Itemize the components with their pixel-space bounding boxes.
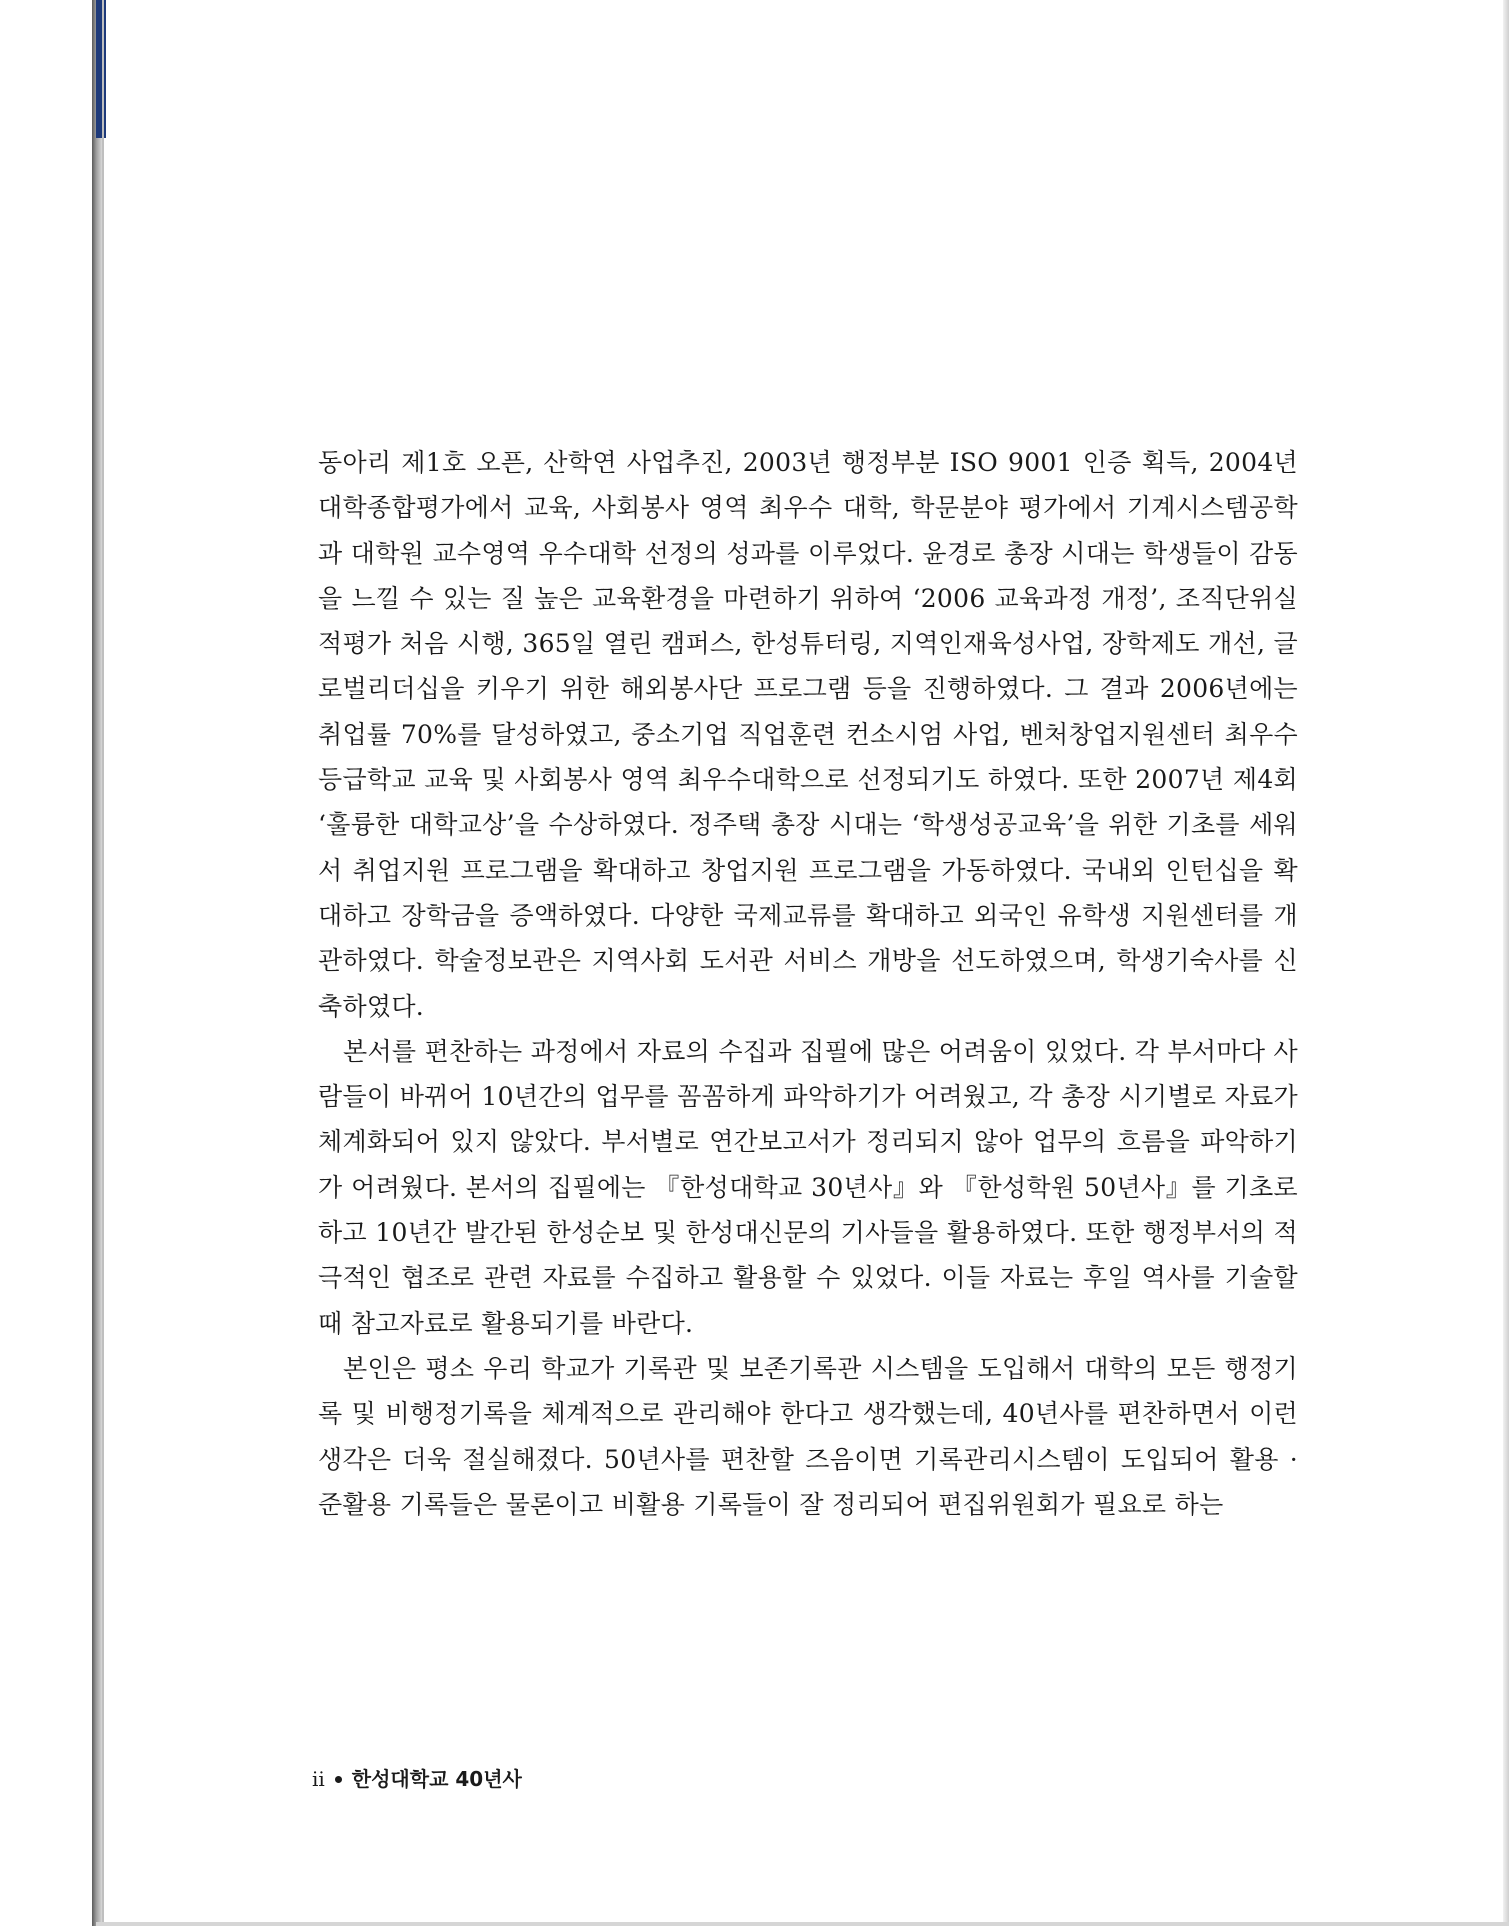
binding-line (102, 0, 104, 1926)
paragraph-3: 본인은 평소 우리 학교가 기록관 및 보존기록관 시스템을 도입해서 대학의 모든 행정기록 및 비행정기록을 체계적으로 관리해야 한다고 생각했는데, 40년사를 편찬하면서 이런 생각은 더욱 절실해졌다. 50년사를 편찬할 즈음이면 기록관리시스템이 도입되어 활용 · 준활용 기록들은 물론이고 비활용 기록들이 잘 정리되어 편집위원회가 필요로 하는 (318, 1353, 1298, 1519)
bullet-separator-icon (335, 1776, 342, 1783)
running-title: 한성대학교 40년사 (351, 1767, 522, 1791)
page-bottom-edge (96, 1922, 1509, 1926)
paragraph-2: 본서를 편찬하는 과정에서 자료의 수집과 집필에 많은 어려움이 있었다. 각 부서마다 사람들이 바뀌어 10년간의 업무를 꼼꼼하게 파악하기가 어려웠고, 각 총장 시기별로 자료가 체계화되어 있지 않았다. 부서별로 연간보고서가 정리되지 않아 업무의 흐름을 파악하기가 어려웠다. 본서의 집필에는 『한성대학교 30년사』와 『한성학원 50년사』를 기초로 하고 10년간 발간된 한성순보 및 한성대신문의 기사들을 활용하였다. 또한 행정부서의 적극적인 협조로 관련 자료를 수집하고 활용할 수 있었다. 이들 자료는 후일 역사를 기술할 때 참고자료로 활용되기를 바란다. (318, 1036, 1298, 1338)
page-number: ii (312, 1767, 325, 1791)
page-footer (312, 1763, 522, 1792)
paragraph-1: 동아리 제1호 오픈, 산학연 사업추진, 2003년 행정부분 ISO 9001 인증 획득, 2004년 대학종합평가에서 교육, 사회봉사 영역 최우수 대학, 학문분야 평가에서 기계시스템공학과 대학원 교수영역 우수대학 선정의 성과를 이루었다. 윤경로 총장 시대는 학생들이 감동을 느낄 수 있는 질 높은 교육환경을 마련하기 위하여 ‘2006 교육과정 개정’, 조직단위실적평가 처음 시행, 365일 열린 캠퍼스, 한성튜터링, 지역인재육성사업, 장학제도 개선, 글로벌리더십을 키우기 위한 해외봉사단 프로그램 등을 진행하였다. 그 결과 2006년에는 취업률 70%를 달성하였고, 중소기업 직업훈련 컨소시엄 사업, 벤처창업지원센터 최우수 등급학교 교육 및 사회봉사 영역 최우수대학으로 선정되기도 하였다. 또한 2007년 제4회 ‘훌륭한 대학교상’을 수상하였다. 정주택 총장 시대는 ‘학생성공교육’을 위한 기초를 세워서 취업지원 프로그램을 확대하고 창업지원 프로그램을 가동하였다. 국내외 인턴십을 확대하고 장학금을 증액하였다. 다양한 국제교류를 확대하고 외국인 유학생 지원센터를 개관하였다. 학술정보관은 지역사회 도서관 서비스 개방을 선도하였으며, 학생기숙사를 신축하였다. (318, 448, 1298, 1021)
body-text (318, 440, 1298, 1527)
binding-edge (92, 0, 102, 1926)
binding-accent-stripe (96, 0, 106, 138)
page-right-edge (1503, 0, 1509, 1926)
